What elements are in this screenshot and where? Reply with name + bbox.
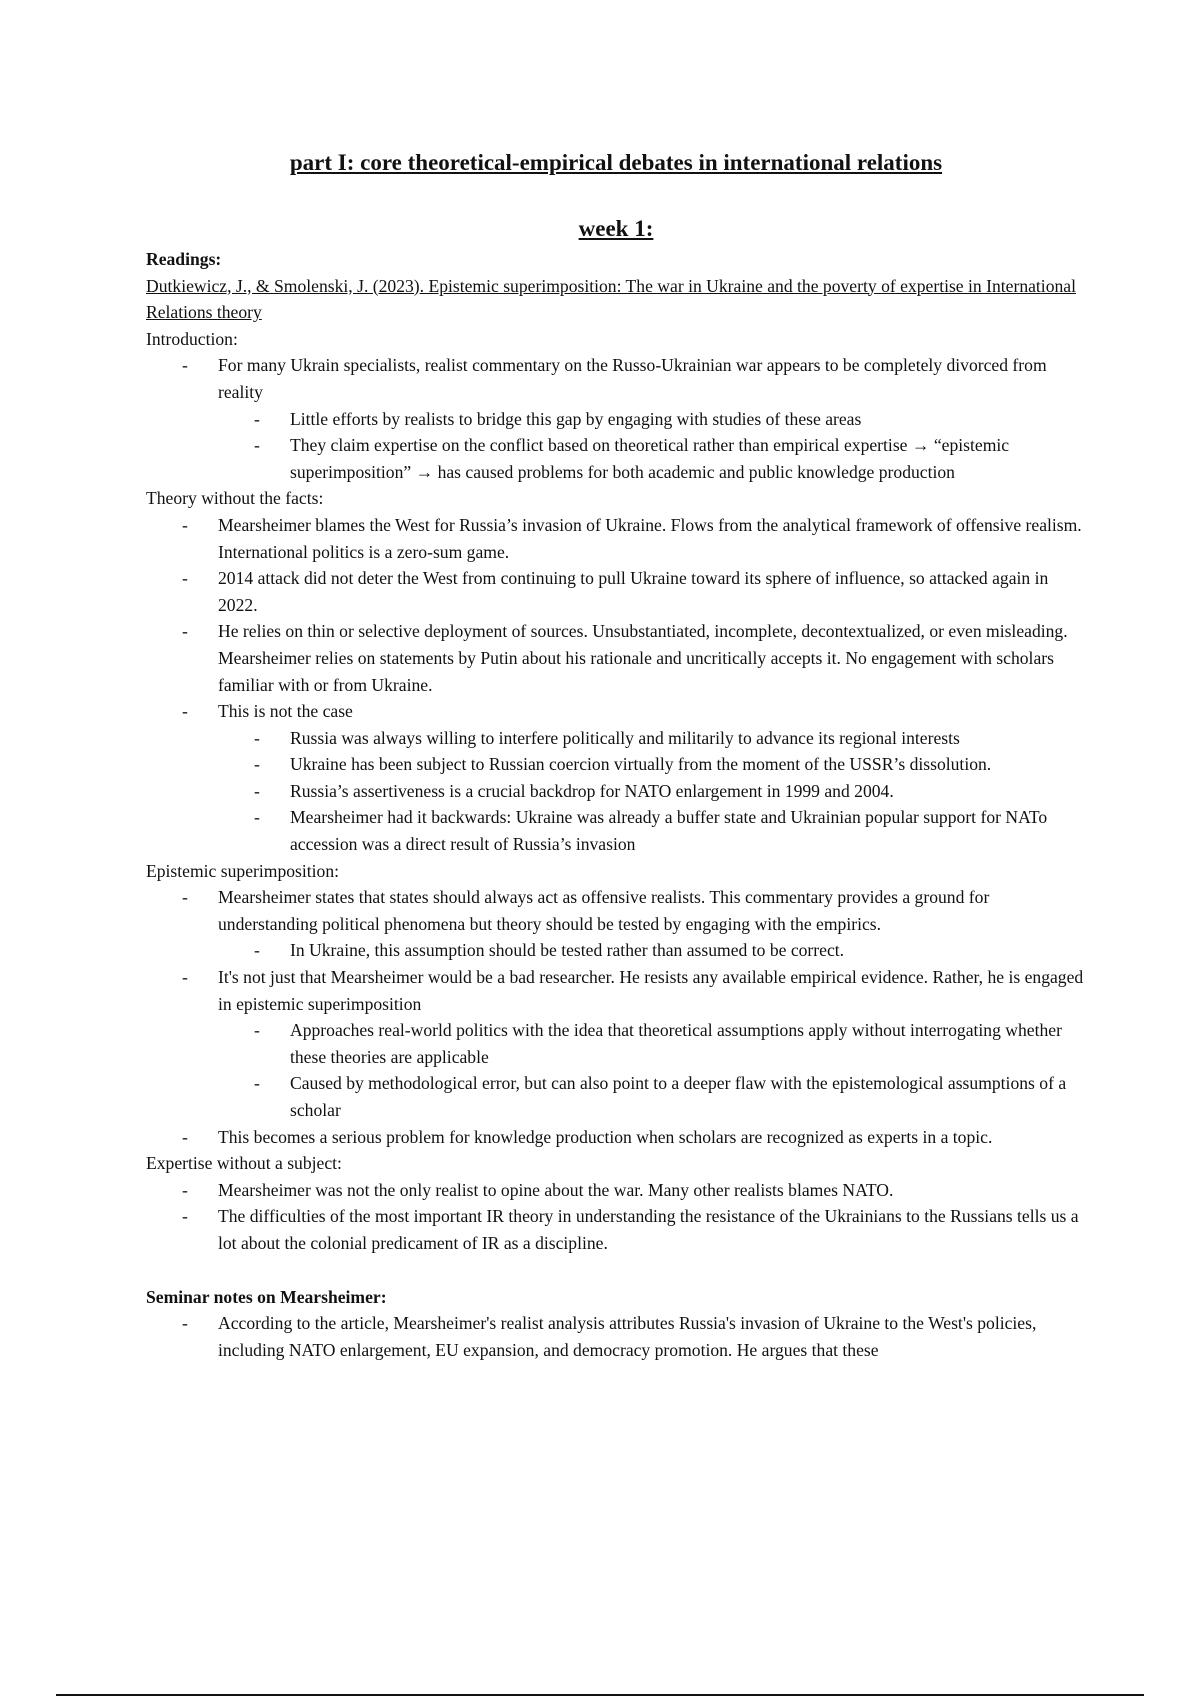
bullet-dash: - xyxy=(182,621,188,642)
section-heading-introduction: Introduction: xyxy=(146,328,238,349)
week-heading: week 1: xyxy=(578,216,654,241)
bullet-dash: - xyxy=(182,568,188,589)
bullet-dash: - xyxy=(182,887,188,908)
epistemic-list xyxy=(146,884,1086,1150)
list-item-text: Little efforts by realists to bridge this gap by engaging with studies of these areas xyxy=(290,408,862,429)
list-item-text: Mearsheimer states that states should always act as offensive realists. This commentary provides a ground for understanding political phenomena but theory should be tested by engaging with the empirics. xyxy=(218,887,990,934)
list-item-text: Russia’s assertiveness is a crucial backdrop for NATO enlargement in 1999 and 2004. xyxy=(290,780,894,801)
list-item-text: This is not the case xyxy=(218,701,353,722)
list-item-text: He relies on thin or selective deployment of sources. Unsubstantiated, incomplete, decontextualized, or even misleading. Mearsheimer relies on statements by Putin about his rationale and uncritically accepts it. No engagement with scholars familiar with or from Ukraine. xyxy=(218,621,1068,695)
document-page xyxy=(146,140,1086,1363)
section-heading-theory: Theory without the facts: xyxy=(146,488,324,509)
bullet-dash: - xyxy=(182,355,188,376)
list-item-text: Mearsheimer had it backwards: Ukraine was already a buffer state and Ukrainian popular support for NATo accession was a direct result of Russia’s invasion xyxy=(290,807,1048,855)
expertise-list xyxy=(146,1177,1086,1257)
bullet-dash: - xyxy=(182,1126,188,1147)
section-heading-seminar: Seminar notes on Mearsheimer: xyxy=(146,1286,387,1307)
list-item xyxy=(218,406,1086,433)
bullet-dash: - xyxy=(254,780,260,801)
list-item xyxy=(218,778,1086,805)
list-item-text: In Ukraine, this assumption should be tested rather than assumed to be correct. xyxy=(290,940,845,961)
sublist xyxy=(146,725,1086,858)
list-item xyxy=(146,1124,1086,1151)
bullet-dash: - xyxy=(254,1073,260,1094)
bullet-dash: - xyxy=(254,940,260,961)
list-item-text: Mearsheimer blames the West for Russia’s invasion of Ukraine. Flows from the analytical framework of offensive realism. International politics is a zero-sum game. xyxy=(218,514,1082,562)
list-item xyxy=(146,698,1086,858)
list-item-text: According to the article, Mearsheimer's realist analysis attributes Russia's invasion of Ukraine to the West's policies, including NATO enlargement, EU expansion, and democracy promotion. He argues that these xyxy=(218,1313,1037,1360)
sublist xyxy=(146,1017,1086,1123)
bullet-dash: - xyxy=(254,408,260,429)
list-item-text: This becomes a serious problem for knowledge production when scholars are recognized as experts in a topic. xyxy=(218,1126,993,1147)
list-item-text: Ukraine has been subject to Russian coercion virtually from the moment of the USSR’s dissolution. xyxy=(290,754,992,775)
list-item-text: The difficulties of the most important IR theory in understanding the resistance of the Ukrainians to the Russians tells us a lot about the colonial predicament of IR as a discipline. xyxy=(218,1206,1079,1253)
footer-rule xyxy=(56,1694,1144,1696)
list-item-text: Approaches real-world politics with the idea that theoretical assumptions apply without interrogating whether these theories are applicable xyxy=(290,1020,1062,1067)
introduction-list xyxy=(146,352,1086,485)
list-item xyxy=(146,352,1086,485)
list-item xyxy=(218,432,1086,485)
list-item-text: They claim expertise on the conflict based on theoretical rather than empirical expertise → “epistemic superimposition” → has caused problems for both academic and public knowledge production xyxy=(290,435,1010,482)
list-item xyxy=(146,512,1086,565)
list-item-text: Russia was always willing to interfere politically and militarily to advance its regional interests xyxy=(290,727,960,748)
bullet-dash: - xyxy=(182,701,188,722)
readings-label: Readings: xyxy=(146,249,222,269)
list-item-text: Mearsheimer was not the only realist to opine about the war. Many other realists blames NATO. xyxy=(218,1179,894,1200)
sublist xyxy=(146,406,1086,486)
list-item xyxy=(146,1177,1086,1204)
bullet-dash: - xyxy=(254,435,260,456)
bullet-dash: - xyxy=(254,807,260,828)
list-item-text: 2014 attack did not deter the West from continuing to pull Ukraine toward its sphere of influence, so attacked again in 2022. xyxy=(218,568,1049,615)
bullet-dash: - xyxy=(182,1206,188,1227)
list-item xyxy=(218,804,1086,857)
section-spacer xyxy=(146,1257,1086,1284)
list-item xyxy=(146,1310,1086,1363)
document-title: part I: core theoretical-empirical debates in international relations xyxy=(289,150,943,175)
list-item xyxy=(218,1017,1086,1070)
list-item xyxy=(218,751,1086,778)
list-item xyxy=(146,565,1086,618)
reading-citation-link[interactable]: Dutkiewicz, J., & Smolenski, J. (2023). Epistemic superimposition: The war in Ukraine and the poverty of expertise in International Relations theory xyxy=(146,275,1076,323)
list-item xyxy=(146,618,1086,698)
bullet-dash: - xyxy=(254,754,260,775)
section-heading-expertise: Expertise without a subject: xyxy=(146,1153,342,1174)
bullet-dash: - xyxy=(254,1020,260,1041)
list-item xyxy=(218,1070,1086,1123)
bullet-dash: - xyxy=(182,514,188,535)
list-item xyxy=(146,964,1086,1124)
section-heading-epistemic: Epistemic superimposition: xyxy=(146,860,340,881)
list-item xyxy=(218,937,1086,964)
list-item-text: Caused by methodological error, but can also point to a deeper flaw with the epistemological assumptions of a scholar xyxy=(290,1073,1067,1120)
seminar-list xyxy=(146,1310,1086,1363)
list-item-text: It's not just that Mearsheimer would be a bad researcher. He resists any available empirical evidence. Rather, he is engaged in epistemic superimposition xyxy=(218,967,1084,1014)
list-item-text: For many Ukrain specialists, realist commentary on the Russo-Ukrainian war appears to be completely divorced from reality xyxy=(218,355,1047,402)
list-item xyxy=(146,884,1086,964)
bullet-dash: - xyxy=(182,967,188,988)
bullet-dash: - xyxy=(182,1313,188,1334)
theory-list xyxy=(146,512,1086,858)
list-item xyxy=(218,725,1086,752)
bullet-dash: - xyxy=(254,727,260,748)
sublist xyxy=(146,937,1086,964)
list-item xyxy=(146,1203,1086,1256)
bullet-dash: - xyxy=(182,1179,188,1200)
